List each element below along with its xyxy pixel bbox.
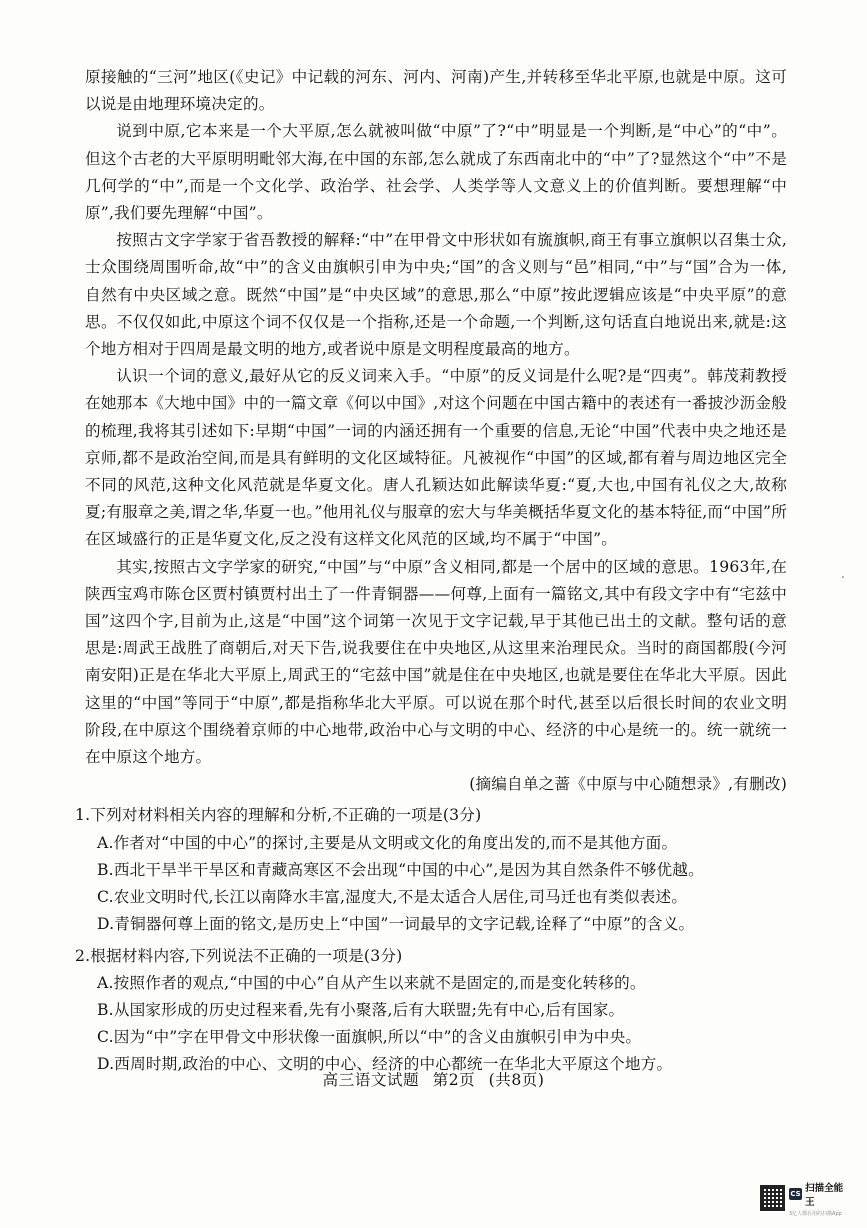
question-option: B.从国家形成的历史过程来看,先有小聚落,后有大联盟;先有中心,后有国家。 (97, 1000, 625, 1019)
page-number: 第2页 (432, 1071, 476, 1089)
passage-paragraph-5: 其实,按照古文字学家的研究,“中国”与“中原”含义相同,都是一个居中的区域的意思。1963年,在陕西宝鸡市陈仓区贾村镇贾村出土了一件青铜器——何尊,上面有一篇铭文,其中有段文字中有“宅兹中国”这四个字,目前为止,这是“中国”这个词第一次见于文字记载,早于其他已出土的文献。整句话的意思是:周武王战胜了商朝后,对天下告,说我要住在中央地区,从这里来治理民众。当时的商国都殷(今河南安阳)正是在华北大平原上,周武王的“宅兹中国”就是住在中央地区,也就是要住在华北大平原。因此这里的“中国”等同于“中原”,都是指称华北大平原。可以说在那个时代,甚至以后很长时间的农业文明阶段,在中原这个围绕着京师的中心地带,政治中心与文明的中心、经济的中心是统一的。统一就统一在中原这个地方。 (85, 557, 787, 767)
question-stem: 1.下列对材料相关内容的理解和分析,不正确的一项是(3分) (75, 806, 482, 825)
passage-content (75, 64, 787, 1079)
question-option: D.西周时期,政治的中心、文明的中心、经济的中心都统一在华北大平原这个地方。 (97, 1055, 673, 1074)
scanner-badge-text (789, 1180, 850, 1217)
exam-name: 高三语文试题 (322, 1071, 420, 1089)
scanner-badge-row (789, 1180, 850, 1208)
page-total: (共8页) (488, 1071, 545, 1089)
question-stem: 2.根据材料内容,下列说法不正确的一项是(3分) (75, 946, 403, 965)
question-option: A.按照作者的观点,“中国的中心”自从产生以来就不是固定的,而是变化转移的。 (97, 973, 646, 992)
question-option: C.农业文明时代,长江以南降水丰富,湿度大,不是太适合人居住,司马迁也有类似表述。 (97, 888, 688, 907)
passage-paragraph-4: 认识一个词的意义,最好从它的反义词来入手。“中原”的反义词是什么呢?是“四夷”。韩茂莉教授在她那本《大地中国》中的一篇文章《何以中国》,对这个问题在中国古籍中的表述有一番披沙沥金般的梳理,我将其引述如下:早期“中国”一词的内涵还拥有一个重要的信息,无论“中国”代表中央之地还是京师,都不是政治空间,而是具有鲜明的文化区域特征。凡被视作“中国”的区域,都有着与周边地区完全不同的风范,这种文化风范就是华夏文化。唐人孔颖达如此解读华夏:“夏,大也,中国有礼仪之大,故称夏;有服章之美,谓之华,华夏一也。”他用礼仪与服章的宏大与华美概括华夏文化的基本特征,而“中国”所在区域盛行的正是华夏文化,反之没有这样文化风范的区域,均不属于“中国”。 (85, 367, 787, 549)
question-option: D.青铜器何尊上面的铭文,是历史上“中国”一词最早的文字记载,诠释了“中原”的含义。 (97, 915, 695, 934)
question-option: B.西北干旱半干旱区和青藏高寒区不会出现“中国的中心”,是因为其自然条件不够优越。 (97, 860, 704, 879)
passage-source: (摘编自单之蔷《中原与中心随想录》,有删改) (469, 775, 787, 794)
passage-paragraph-1: 原接触的“三河”地区(《史记》中记载的河东、河内、河南)产生,并转移至华北平原,也就是中原。这可以说是由地理环境决定的。 (85, 68, 787, 114)
question-option: C.因为“中”字在甲骨文中形状像一面旗帜,所以“中”的含义由旗帜引申为中央。 (97, 1028, 642, 1047)
passage-paragraph-2: 说到中原,它本来是一个大平原,怎么就被叫做“中原”了?“中”明显是一个判断,是“中心”的“中”。但这个古老的大平原明明毗邻大海,在中国的东部,怎么就成了东西南北中的“中”了?显然这个“中”不是几何学的“中”,而是一个文化学、政治学、社会学、人类学等人文意义上的价值判断。要想理解“中原”,我们要先理解“中国”。 (85, 122, 787, 223)
camscanner-logo-icon: CS (790, 1189, 801, 1198)
scanner-app-subtitle: 3亿人都在用的扫描App (788, 1210, 842, 1217)
qr-code-icon (760, 1185, 785, 1211)
question-2 (75, 943, 787, 1079)
question-option: A.作者对“中国的中心”的探讨,主要是从文明或文化的角度出发的,而不是其他方面。 (97, 833, 678, 852)
scanner-watermark (760, 1181, 850, 1215)
scanner-app-name: 扫描全能王 (805, 1182, 844, 1208)
question-1 (75, 802, 787, 938)
passage-paragraph-3: 按照古文字学家于省吾教授的解释:“中”在甲骨文中形状如有旒旗帜,商王有事立旗帜以召集士众,士众围绕周围听命,故“中”的含义由旗帜引申为中央;“国”的含义则与“邑”相同,“中”与“国”合为一体,自然有中央区域之意。既然“中国”是“中央区域”的意思,那么“中原”按此逻辑应该是“中央平原”的意思。不仅仅如此,中原这个词不仅仅是一个指称,还是一个命题,一个判断,这句话直白地说出来,就是:这个地方相对于四周是最文明的地方,或者说中原是文明程度最高的地方。 (85, 231, 787, 359)
scan-speck (842, 576, 844, 578)
page-footer (0, 1068, 867, 1090)
